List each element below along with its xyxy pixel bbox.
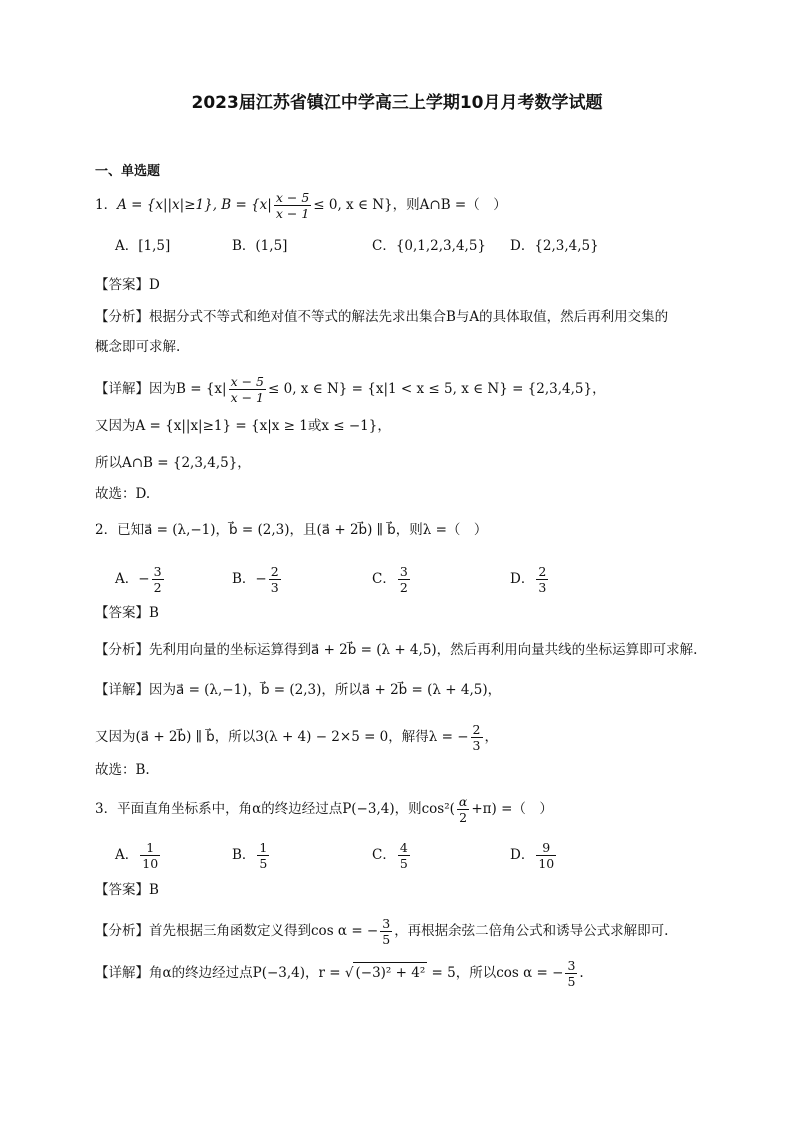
q2-option-d-num: 2 <box>538 564 547 579</box>
q3-analysis-a: 首先根据三角函数定义得到cos α = − <box>149 923 379 939</box>
q3-analysis-num: 3 <box>382 916 391 931</box>
q2-detail <box>95 680 501 700</box>
q3-option-b-den: 5 <box>259 856 268 871</box>
q2-option-c-label: C． <box>372 571 396 587</box>
q1-option-b: B．(1,5] <box>232 238 288 254</box>
q1-detail-a: 因为B = {x| <box>149 381 227 397</box>
q3-option-a-num: 1 <box>140 840 160 856</box>
analysis-tag: 【分析】 <box>95 309 149 325</box>
q1-stem-a: A = {x||x|≥1}, B = {x| <box>117 197 272 213</box>
q3-analysis-b: ，再根据余弦二倍角公式和诱导公式求解即可. <box>394 923 669 939</box>
answer-tag: 【答案】 <box>95 277 149 293</box>
q3-option-a-den: 10 <box>142 856 159 871</box>
q3-stem-a: 3．平面直角坐标系中，角α的终边经过点P(−3,4)，则cos² <box>95 801 450 817</box>
q3-paren: ( <box>449 801 455 817</box>
q3-option-d-frac <box>536 840 556 871</box>
q3-answer <box>95 880 159 900</box>
q1-detail-num: x − 5 <box>230 374 265 389</box>
q1-option-c: C．{0,1,2,3,4,5} <box>372 238 486 254</box>
q2-detail-line2-a: 又因为(a⃗ + 2b⃗) ∥ b⃗，所以3(λ + 4) − 2×5 = 0，解得λ = − <box>95 729 469 745</box>
q3-option-c-num: 4 <box>399 840 408 855</box>
q1-detail-line2: 又因为A = {x||x|≥1} = {x|x ≥ 1或x ≤ −1}， <box>95 418 391 434</box>
q3-option-c-label: C． <box>372 847 396 863</box>
q3-option-c-frac <box>398 840 410 871</box>
sqrt-icon: √ <box>344 965 354 981</box>
q2-conclusion: 故选：B. <box>95 762 150 778</box>
answer-tag: 【答案】 <box>95 605 149 621</box>
q1-analysis <box>95 307 668 327</box>
q3-analysis <box>95 916 668 947</box>
detail-tag: 【详解】 <box>95 381 149 397</box>
q3-detail <box>95 958 584 989</box>
q3-analysis-frac <box>380 916 392 947</box>
page-title: 2023届江苏省镇江中学高三上学期10月月考数学试题 <box>191 93 603 113</box>
q2-option-b-label: B．− <box>232 571 267 587</box>
q1-fraction <box>274 190 311 221</box>
q1-detail-line3: 所以A∩B = {2,3,4,5}， <box>95 455 251 471</box>
q2-option-c-den: 2 <box>399 580 408 595</box>
q2-option-d-frac <box>536 564 548 595</box>
q2-option-b <box>232 564 283 595</box>
q2-option-c <box>372 564 412 595</box>
q3-stem-b: +π) =（ ） <box>471 801 553 817</box>
q3-detail-den: 5 <box>567 974 576 989</box>
q2-detail-num: 2 <box>472 722 481 737</box>
q2-option-a-frac <box>152 564 164 595</box>
q2-detail-frac <box>471 722 483 753</box>
answer-tag: 【答案】 <box>95 882 149 898</box>
q3-analysis-den: 5 <box>382 932 391 947</box>
q2-analysis <box>95 640 697 660</box>
q1-detail <box>95 374 606 405</box>
q3-option-a-label: A． <box>115 847 139 863</box>
q2-option-c-num: 3 <box>399 564 408 579</box>
q2-option-b-num: 2 <box>270 564 279 579</box>
q2-option-d <box>510 564 550 595</box>
q1-detail-fraction <box>229 374 266 405</box>
q2-option-a <box>115 564 166 595</box>
q2-analysis-text: 先利用向量的坐标运算得到a⃗ + 2b⃗ = (λ + 4,5)，然后再利用向量共线的坐标运算即可求解. <box>149 642 698 658</box>
q1-option-d: D．{2,3,4,5} <box>510 238 599 254</box>
q3-detail-c: . <box>579 965 584 981</box>
q3-option-b-label: B． <box>232 847 256 863</box>
q2-option-a-label: A．− <box>115 571 150 587</box>
q3-detail-frac <box>565 958 577 989</box>
q2-option-d-den: 3 <box>538 580 547 595</box>
q2-option-a-den: 2 <box>153 580 162 595</box>
q3-option-c-den: 5 <box>399 856 408 871</box>
q2-detail-line1: 因为a⃗ = (λ,−1)，b⃗ = (2,3)，所以a⃗ + 2b⃗ = (λ + 4,5)， <box>149 682 502 698</box>
q3-option-b <box>232 840 271 871</box>
q3-option-a <box>115 840 162 871</box>
q1-option-a: A．[1,5] <box>115 238 171 254</box>
q2-option-c-frac <box>398 564 410 595</box>
q3-option-c <box>372 840 412 871</box>
q2-detail-line2 <box>95 722 498 753</box>
q3-option-d <box>510 840 558 871</box>
q1-detail-den: x − 1 <box>230 390 265 405</box>
q1-stem <box>95 190 507 221</box>
q3-detail-b: = 5，所以cos α = − <box>427 965 564 981</box>
q3-stem-frac <box>457 794 469 825</box>
q3-option-d-den: 10 <box>538 856 555 871</box>
q1-analysis-line1: 根据分式不等式和绝对值不等式的解法先求出集合B与A的具体取值，然后再利用交集的 <box>149 309 669 325</box>
q3-answer-value: B <box>149 882 159 898</box>
section-heading: 一、单选题 <box>95 164 161 179</box>
q1-stem-b: ≤ 0, x ∈ N}，则A∩B =（ ） <box>313 197 507 213</box>
q2-stem: 2．已知a⃗ = (λ,−1)，b⃗ = (2,3)，且(a⃗ + 2b⃗) ∥ b⃗，则λ =（ ） <box>95 522 488 538</box>
q1-analysis-line2: 概念即可求解. <box>95 339 181 355</box>
q2-option-a-num: 3 <box>153 564 162 579</box>
q2-answer-value: B <box>149 605 159 621</box>
q2-answer <box>95 603 159 623</box>
q1-conclusion: 故选：D. <box>95 486 151 502</box>
q2-option-b-den: 3 <box>270 580 279 595</box>
q2-detail-line2-b: ， <box>484 729 498 745</box>
q3-stem-num: α <box>458 794 468 809</box>
q3-detail-num: 3 <box>567 958 576 973</box>
q2-option-b-frac <box>269 564 281 595</box>
q3-option-d-label: D． <box>510 847 535 863</box>
q3-option-d-num: 9 <box>536 840 556 856</box>
analysis-tag: 【分析】 <box>95 642 149 658</box>
q3-detail-sqrt: (−3)² + 4² <box>353 962 427 983</box>
q1-detail-b: ≤ 0, x ∈ N} = {x|1 < x ≤ 5, x ∈ N} = {2,3,4,5}， <box>268 381 606 397</box>
detail-tag: 【详解】 <box>95 965 149 981</box>
q1-answer <box>95 275 160 295</box>
q3-option-b-frac <box>257 840 269 871</box>
q3-detail-a: 角α的终边经过点P(−3,4)，r = <box>149 965 345 981</box>
q2-option-d-label: D． <box>510 571 535 587</box>
q1-frac-num: x − 5 <box>275 190 310 205</box>
detail-tag: 【详解】 <box>95 682 149 698</box>
q3-stem <box>95 794 553 825</box>
q1-answer-value: D <box>149 277 160 293</box>
q1-number: 1． <box>95 197 118 213</box>
q1-frac-den: x − 1 <box>275 206 310 221</box>
q3-stem-den: 2 <box>459 810 468 825</box>
q2-detail-den: 3 <box>472 738 481 753</box>
analysis-tag: 【分析】 <box>95 923 149 939</box>
q3-option-b-num: 1 <box>259 840 268 855</box>
q3-option-a-frac <box>140 840 160 871</box>
